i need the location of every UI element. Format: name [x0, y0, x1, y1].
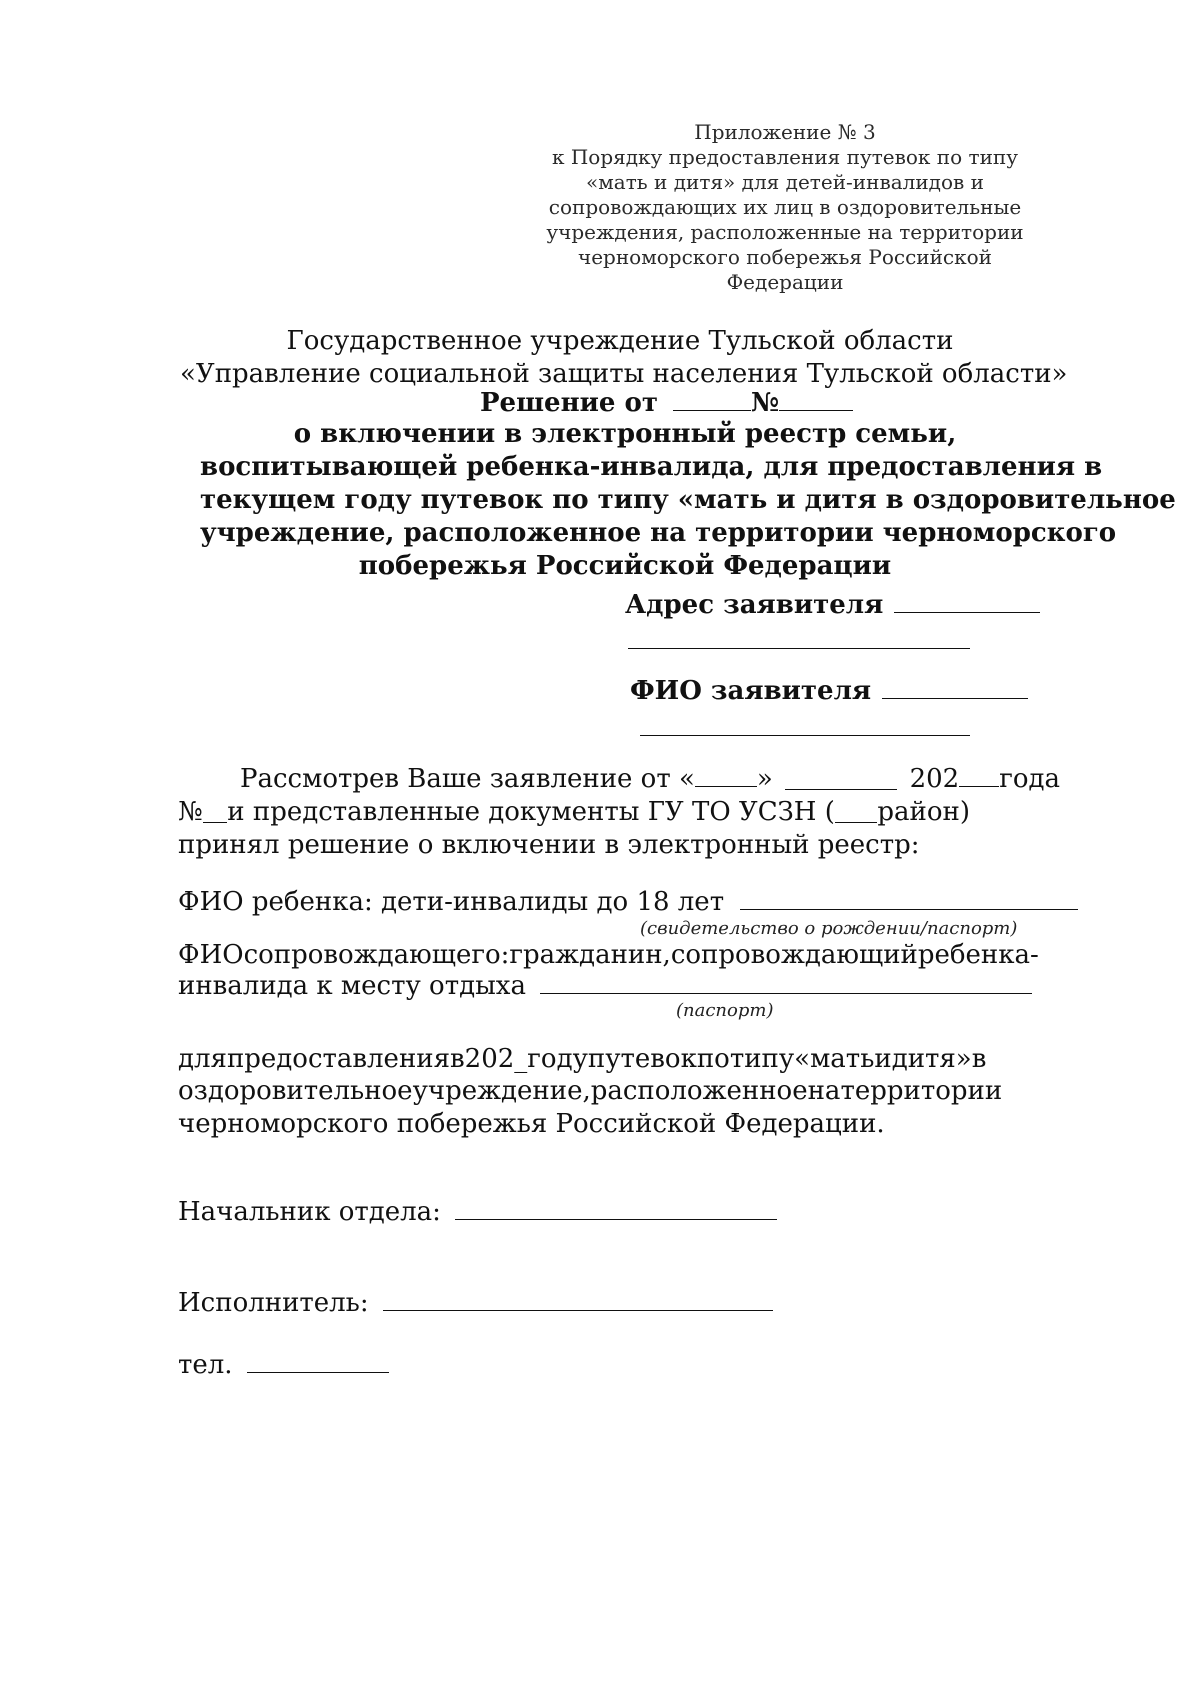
statement-line-2 [178, 796, 970, 828]
appendix-line-4: сопровождающих их лиц в оздоровительные [548, 195, 1022, 219]
companion-name-blank[interactable] [540, 993, 1032, 994]
purpose-word: в [971, 1044, 987, 1074]
statement-year-word: года [999, 764, 1060, 794]
purpose-line-1 [178, 1044, 987, 1074]
decision-number-blank[interactable] [779, 410, 853, 411]
institution-line-1: Государственное учреждение Тульской области [286, 326, 954, 356]
executor-label: Исполнитель: [178, 1288, 369, 1318]
name-blank-2[interactable] [640, 735, 970, 736]
address-blank-1[interactable] [894, 612, 1040, 613]
companion-word: ФИО [178, 940, 244, 970]
child-caption: (свидетельство о рождении/паспорт) [640, 918, 1018, 939]
executor-signature [178, 1287, 773, 1319]
appendix-line-7: Федерации [726, 270, 844, 294]
appendix-block [530, 120, 1040, 295]
statement-number-blank[interactable] [203, 822, 228, 823]
companion-word: гражданин, [509, 940, 671, 970]
purpose-word: территории [840, 1076, 1003, 1106]
statement-district-word: район) [877, 797, 970, 827]
purpose-word: типу [729, 1044, 795, 1074]
address-blank-2[interactable] [628, 648, 970, 649]
head-label: Начальник отдела: [178, 1197, 441, 1227]
statement-day-blank[interactable] [695, 786, 757, 787]
purpose-word: для [178, 1044, 227, 1074]
statement-month-blank[interactable] [785, 789, 897, 790]
decision-title [480, 388, 853, 418]
statement-docs-text: и представленные документы ГУ ТО УСЗН ( [227, 797, 835, 827]
purpose-line-3: черноморского побережья Российской Федерации. [178, 1109, 885, 1139]
purpose-word: 202_ [464, 1044, 528, 1074]
phone-label: тел. [178, 1350, 233, 1380]
decision-subject-line-4: учреждение, расположенное на территории черноморского [200, 518, 1117, 548]
statement-number-sign: № [178, 797, 203, 827]
purpose-word: оздоровительное [178, 1076, 413, 1106]
companion-label: инвалида к месту отдыха [178, 971, 526, 1001]
institution-line-2: «Управление социальной защиты населения Тульской области» [180, 359, 1068, 389]
applicant-name [630, 676, 1028, 706]
companion-line-1 [178, 940, 1039, 970]
purpose-line-2 [178, 1076, 1003, 1106]
purpose-word: учреждение, [412, 1076, 591, 1106]
executor-signature-blank[interactable] [383, 1310, 773, 1311]
head-signature [178, 1196, 777, 1228]
companion-line-2 [178, 970, 1032, 1002]
statement-year: 202 [909, 764, 960, 794]
statement-year-blank[interactable] [959, 786, 999, 787]
decision-subject [200, 418, 1176, 583]
child-label: ФИО ребенка: дети-инвалиды до 18 лет [178, 887, 725, 917]
phone-blank[interactable] [247, 1372, 389, 1373]
purpose-word: и [874, 1044, 892, 1074]
decision-subject-line-3: текущем году путевок по типу «мать и дитя в оздоровительное [200, 485, 1176, 515]
appendix-line-3: «мать и дитя» для детей-инвалидов и [586, 170, 984, 194]
purpose-word: в [450, 1044, 465, 1074]
purpose-word: на [807, 1076, 841, 1106]
statement-text-b: » [756, 764, 773, 794]
purpose-word: предоставления [226, 1044, 451, 1074]
purpose-word: по [696, 1044, 730, 1074]
decision-subject-line-2: воспитывающей ребенка-инвалида, для предоставления в [200, 452, 1103, 482]
appendix-line-5: учреждения, расположенные на территории [546, 220, 1024, 244]
purpose-word: расположенное [590, 1076, 808, 1106]
companion-caption: (паспорт) [676, 1000, 774, 1021]
companion-word: сопровождающий [670, 940, 918, 970]
statement-text-a: Рассмотрев Ваше заявление от « [240, 764, 695, 794]
decision-date-blank[interactable] [673, 410, 751, 411]
head-signature-blank[interactable] [455, 1219, 777, 1220]
name-label: ФИО заявителя [630, 676, 872, 706]
applicant-address [625, 590, 1040, 620]
child-name-blank[interactable] [740, 909, 1078, 910]
decision-subject-line-1: о включении в электронный реестр семьи, [293, 419, 957, 449]
decision-number-sign: № [751, 388, 780, 418]
name-blank-1[interactable] [882, 698, 1028, 699]
address-label: Адрес заявителя [625, 590, 884, 620]
purpose-word: году [527, 1044, 588, 1074]
appendix-line-6: черноморского побережья Российской [577, 245, 993, 269]
phone-line [178, 1349, 389, 1381]
purpose-word: «мать [794, 1044, 875, 1074]
companion-word: сопровождающего: [243, 940, 510, 970]
companion-word: ребенка- [917, 940, 1039, 970]
statement-line-3: принял решение о включении в электронный реестр: [178, 830, 920, 860]
decision-subject-line-5: побережья Российской Федерации [358, 551, 892, 581]
appendix-line-2: к Порядку предоставления путевок по типу [551, 145, 1019, 169]
decision-prefix: Решение от [480, 388, 658, 418]
purpose-word: путевок [587, 1044, 697, 1074]
child-line [178, 886, 1078, 918]
purpose-word: дитя» [891, 1044, 972, 1074]
statement-line-1 [240, 763, 1060, 795]
statement-district-blank[interactable] [835, 822, 878, 823]
appendix-line-1: Приложение № 3 [694, 120, 876, 144]
institution-name [180, 325, 1068, 391]
